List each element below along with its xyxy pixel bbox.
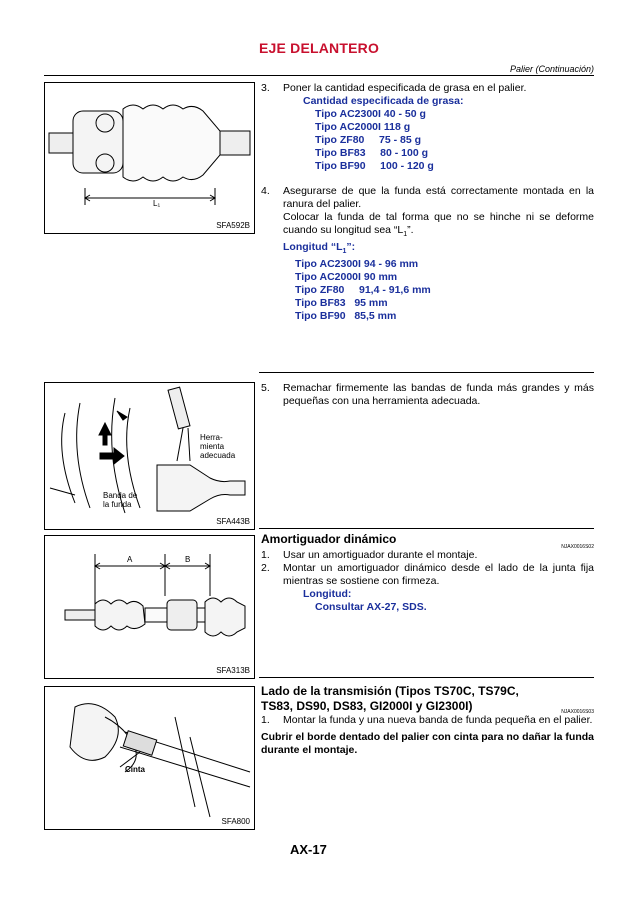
spec-line: Tipo BF90 100 - 120 g	[315, 160, 434, 172]
spec-title: Cantidad especificada de grasa:	[303, 95, 464, 107]
callout-tool-2: mienta	[200, 442, 225, 451]
section-heading: Lado de la transmisión (Tipos TS70C, TS79C, TS83, DS90, DS83, GI2000I y GI2300I)	[261, 684, 519, 713]
transmission-section	[261, 684, 594, 757]
step-number: 2.	[261, 562, 270, 574]
boot-grease-illustration	[45, 83, 254, 233]
spec-line: Tipo AC2000I 118 g	[315, 121, 411, 133]
figure-boot-band	[44, 382, 255, 530]
spec-title: Longitud “$L_1$”:	[283, 241, 356, 256]
step-text: Montar un amortiguador dinámico desde el lado de la junta fija mientras se sostiene con firmeza.	[283, 562, 594, 587]
spec-value: Consultar AX-27, SDS.	[315, 601, 427, 613]
page-subtitle: Palier (Continuación)	[509, 64, 594, 74]
figure-label: SFA443B	[216, 517, 250, 526]
tape-illustration	[45, 687, 254, 829]
callout-band-2: la funda	[103, 500, 132, 509]
figure-dynamic-damper	[44, 535, 255, 679]
page-number: AX-17	[290, 842, 327, 857]
figure-label: SFA313B	[216, 666, 250, 675]
callout-tape: Cinta	[125, 765, 145, 774]
section-heading: Amortiguador dinámico	[261, 532, 397, 546]
section-rule	[259, 528, 594, 529]
step-text: Poner la cantidad especificada de grasa en el palier.	[283, 82, 527, 94]
page-title: EJE DELANTERO	[259, 40, 380, 56]
callout-a: A	[127, 555, 133, 564]
figure-label: SFA800	[221, 817, 250, 826]
step-number: 1.	[261, 714, 270, 726]
figure-label: SFA592B	[216, 221, 250, 230]
spec-line: Tipo BF90 85,5 mm	[295, 310, 397, 323]
spec-line: Tipo BF83 80 - 100 g	[315, 147, 429, 159]
damper-section	[261, 532, 594, 614]
callout-tool-3: adecuada	[200, 451, 236, 460]
reference-code: NJAX0016S03	[561, 709, 594, 715]
callout-b: B	[185, 555, 191, 564]
figure-tape	[44, 686, 255, 830]
step-number: 5.	[261, 382, 270, 394]
step-text-2: Colocar la funda de tal forma que no se hinche ni se deforme cuando su longitud sea “$L_1$”.	[283, 211, 594, 239]
spec-line: Tipo BF83 95 mm	[295, 297, 388, 310]
callout-l1: L₁	[153, 199, 161, 208]
step-text: Montar la funda y una nueva banda de funda pequeña en el palier.	[283, 714, 593, 726]
figure-boot-grease	[44, 82, 255, 234]
callout-band-1: Banda de	[103, 491, 138, 500]
spec-line: Tipo ZF80 91,4 - 91,6 mm	[295, 284, 431, 297]
step-text: Usar un amortiguador durante el montaje.	[283, 549, 478, 561]
step-3	[261, 82, 594, 173]
reference-code: NJAX0016S02	[561, 544, 594, 550]
section-rule	[259, 372, 594, 373]
spec-line: Tipo AC2300I 40 - 50 g	[315, 108, 426, 120]
spec-title: Longitud:	[303, 588, 352, 600]
dynamic-damper-illustration	[45, 536, 254, 678]
section-rule	[259, 677, 594, 678]
callout-tool-1: Herra-	[200, 433, 223, 442]
step-number: 1.	[261, 549, 270, 561]
boot-band-illustration	[45, 383, 254, 529]
step-text: Remachar firmemente las bandas de funda más grandes y más pequeñas con una herramienta adecuada.	[283, 382, 594, 407]
step-number: 4.	[261, 185, 270, 197]
caution-note: Cubrir el borde dentado del palier con cinta para no dañar la funda durante el montaje.	[261, 731, 594, 756]
step-text: Asegurarse de que la funda está correctamente montada en la ranura del palier.	[283, 185, 594, 210]
spec-line: Tipo ZF80 75 - 85 g	[315, 134, 421, 146]
spec-line: Tipo AC2000I 90 mm	[295, 271, 398, 284]
step-4	[261, 185, 594, 323]
header-rule	[44, 75, 594, 76]
spec-line: Tipo AC2300I 94 - 96 mm	[295, 258, 419, 271]
step-5	[261, 382, 594, 408]
step-number: 3.	[261, 82, 270, 94]
